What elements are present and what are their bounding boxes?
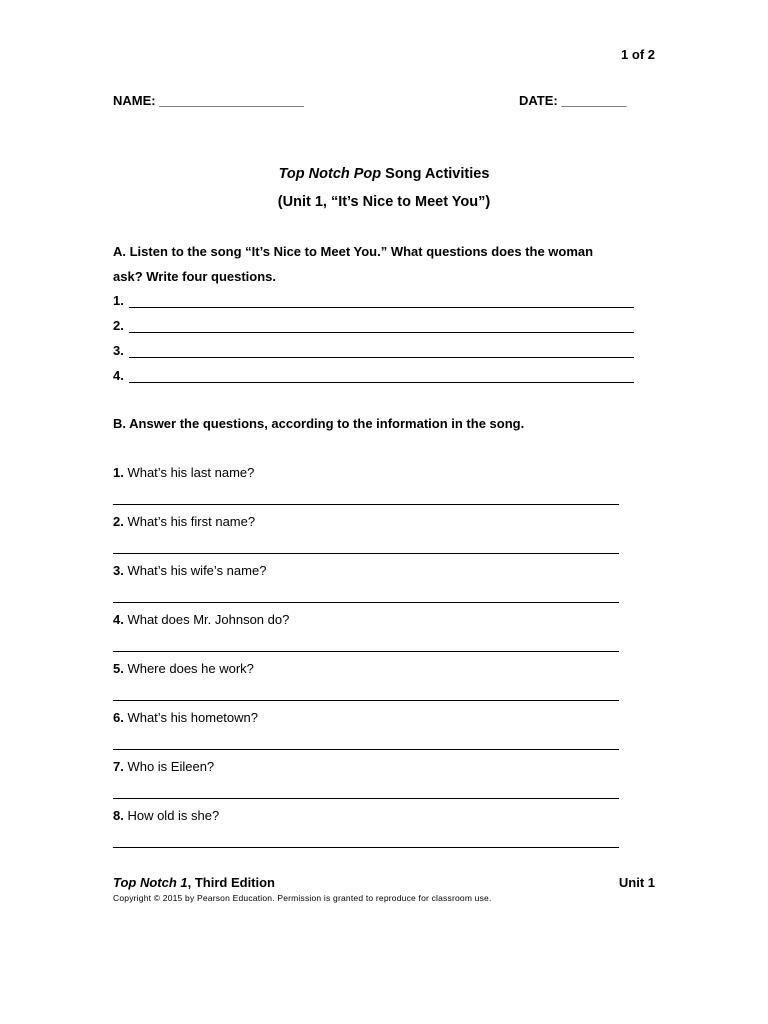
question-number: 3. [113, 563, 124, 578]
section-b-question-6 [113, 710, 258, 725]
name-blank[interactable]: ____________________ [159, 93, 304, 108]
section-b-question-2 [113, 514, 255, 529]
title-rest: Song Activities [381, 166, 490, 182]
question-number: 1. [113, 465, 124, 480]
section-b-answer-line-8[interactable] [113, 847, 619, 848]
section-b-question-1 [113, 465, 254, 480]
question-number: 7. [113, 759, 124, 774]
question-number: 5. [113, 661, 124, 676]
question-number: 8. [113, 808, 124, 823]
section-a-answer-line-1[interactable] [129, 307, 634, 308]
footer-book-italic: Top Notch 1 [113, 875, 188, 890]
section-a-instruction-line2: ask? Write four questions. [113, 269, 277, 284]
section-b-answer-line-5[interactable] [113, 700, 619, 701]
section-b-answer-line-4[interactable] [113, 651, 619, 652]
date-blank[interactable]: _________ [561, 93, 627, 108]
question-text: What’s his last name? [123, 465, 255, 480]
footer-copyright: Copyright © 2015 by Pearson Education. Permission is granted to reproduce for classroom use. [113, 893, 492, 903]
section-b-question-5 [113, 661, 254, 676]
section-a-item-2: 2. [113, 318, 124, 333]
page-subtitle: (Unit 1, “It’s Nice to Meet You”) [277, 194, 491, 210]
section-a-answer-line-2[interactable] [129, 332, 634, 333]
question-text: What’s his first name? [123, 514, 256, 529]
section-b-answer-line-6[interactable] [113, 749, 619, 750]
question-number: 6. [113, 710, 124, 725]
question-number: 4. [113, 612, 124, 627]
question-text: How old is she? [123, 808, 220, 823]
date-field[interactable] [519, 93, 626, 108]
section-b-question-4 [113, 612, 289, 627]
section-a-instruction-line1: A. Listen to the song “It’s Nice to Meet You.” What questions does the woman [113, 244, 594, 259]
footer-book-title [113, 875, 275, 890]
section-b-answer-line-7[interactable] [113, 798, 619, 799]
question-text: What does Mr. Johnson do? [123, 612, 290, 627]
section-b-answer-line-2[interactable] [113, 553, 619, 554]
question-text: Where does he work? [123, 661, 254, 676]
section-b-answer-line-1[interactable] [113, 504, 619, 505]
section-b-question-7 [113, 759, 214, 774]
question-text: What’s his wife’s name? [123, 563, 267, 578]
section-a-item-1: 1. [113, 293, 124, 308]
section-b-question-8 [113, 808, 219, 823]
section-a-item-3: 3. [113, 343, 124, 358]
section-a-answer-line-4[interactable] [129, 382, 634, 383]
page-title [0, 166, 768, 182]
date-label: DATE: [519, 93, 558, 108]
section-a-item-4: 4. [113, 368, 124, 383]
question-number: 2. [113, 514, 124, 529]
question-text: Who is Eileen? [123, 759, 215, 774]
section-a-answer-line-3[interactable] [129, 357, 634, 358]
name-field[interactable] [113, 93, 304, 108]
name-label: NAME: [113, 93, 156, 108]
page-number: 1 of 2 [621, 47, 655, 62]
section-b-instruction: B. Answer the questions, according to the information in the song. [113, 416, 525, 431]
footer-book-rest: , Third Edition [187, 875, 276, 890]
section-b-answer-line-3[interactable] [113, 602, 619, 603]
section-b-question-3 [113, 563, 266, 578]
footer-unit: Unit 1 [618, 875, 655, 890]
question-text: What’s his hometown? [123, 710, 259, 725]
title-italic: Top Notch Pop [278, 166, 382, 182]
